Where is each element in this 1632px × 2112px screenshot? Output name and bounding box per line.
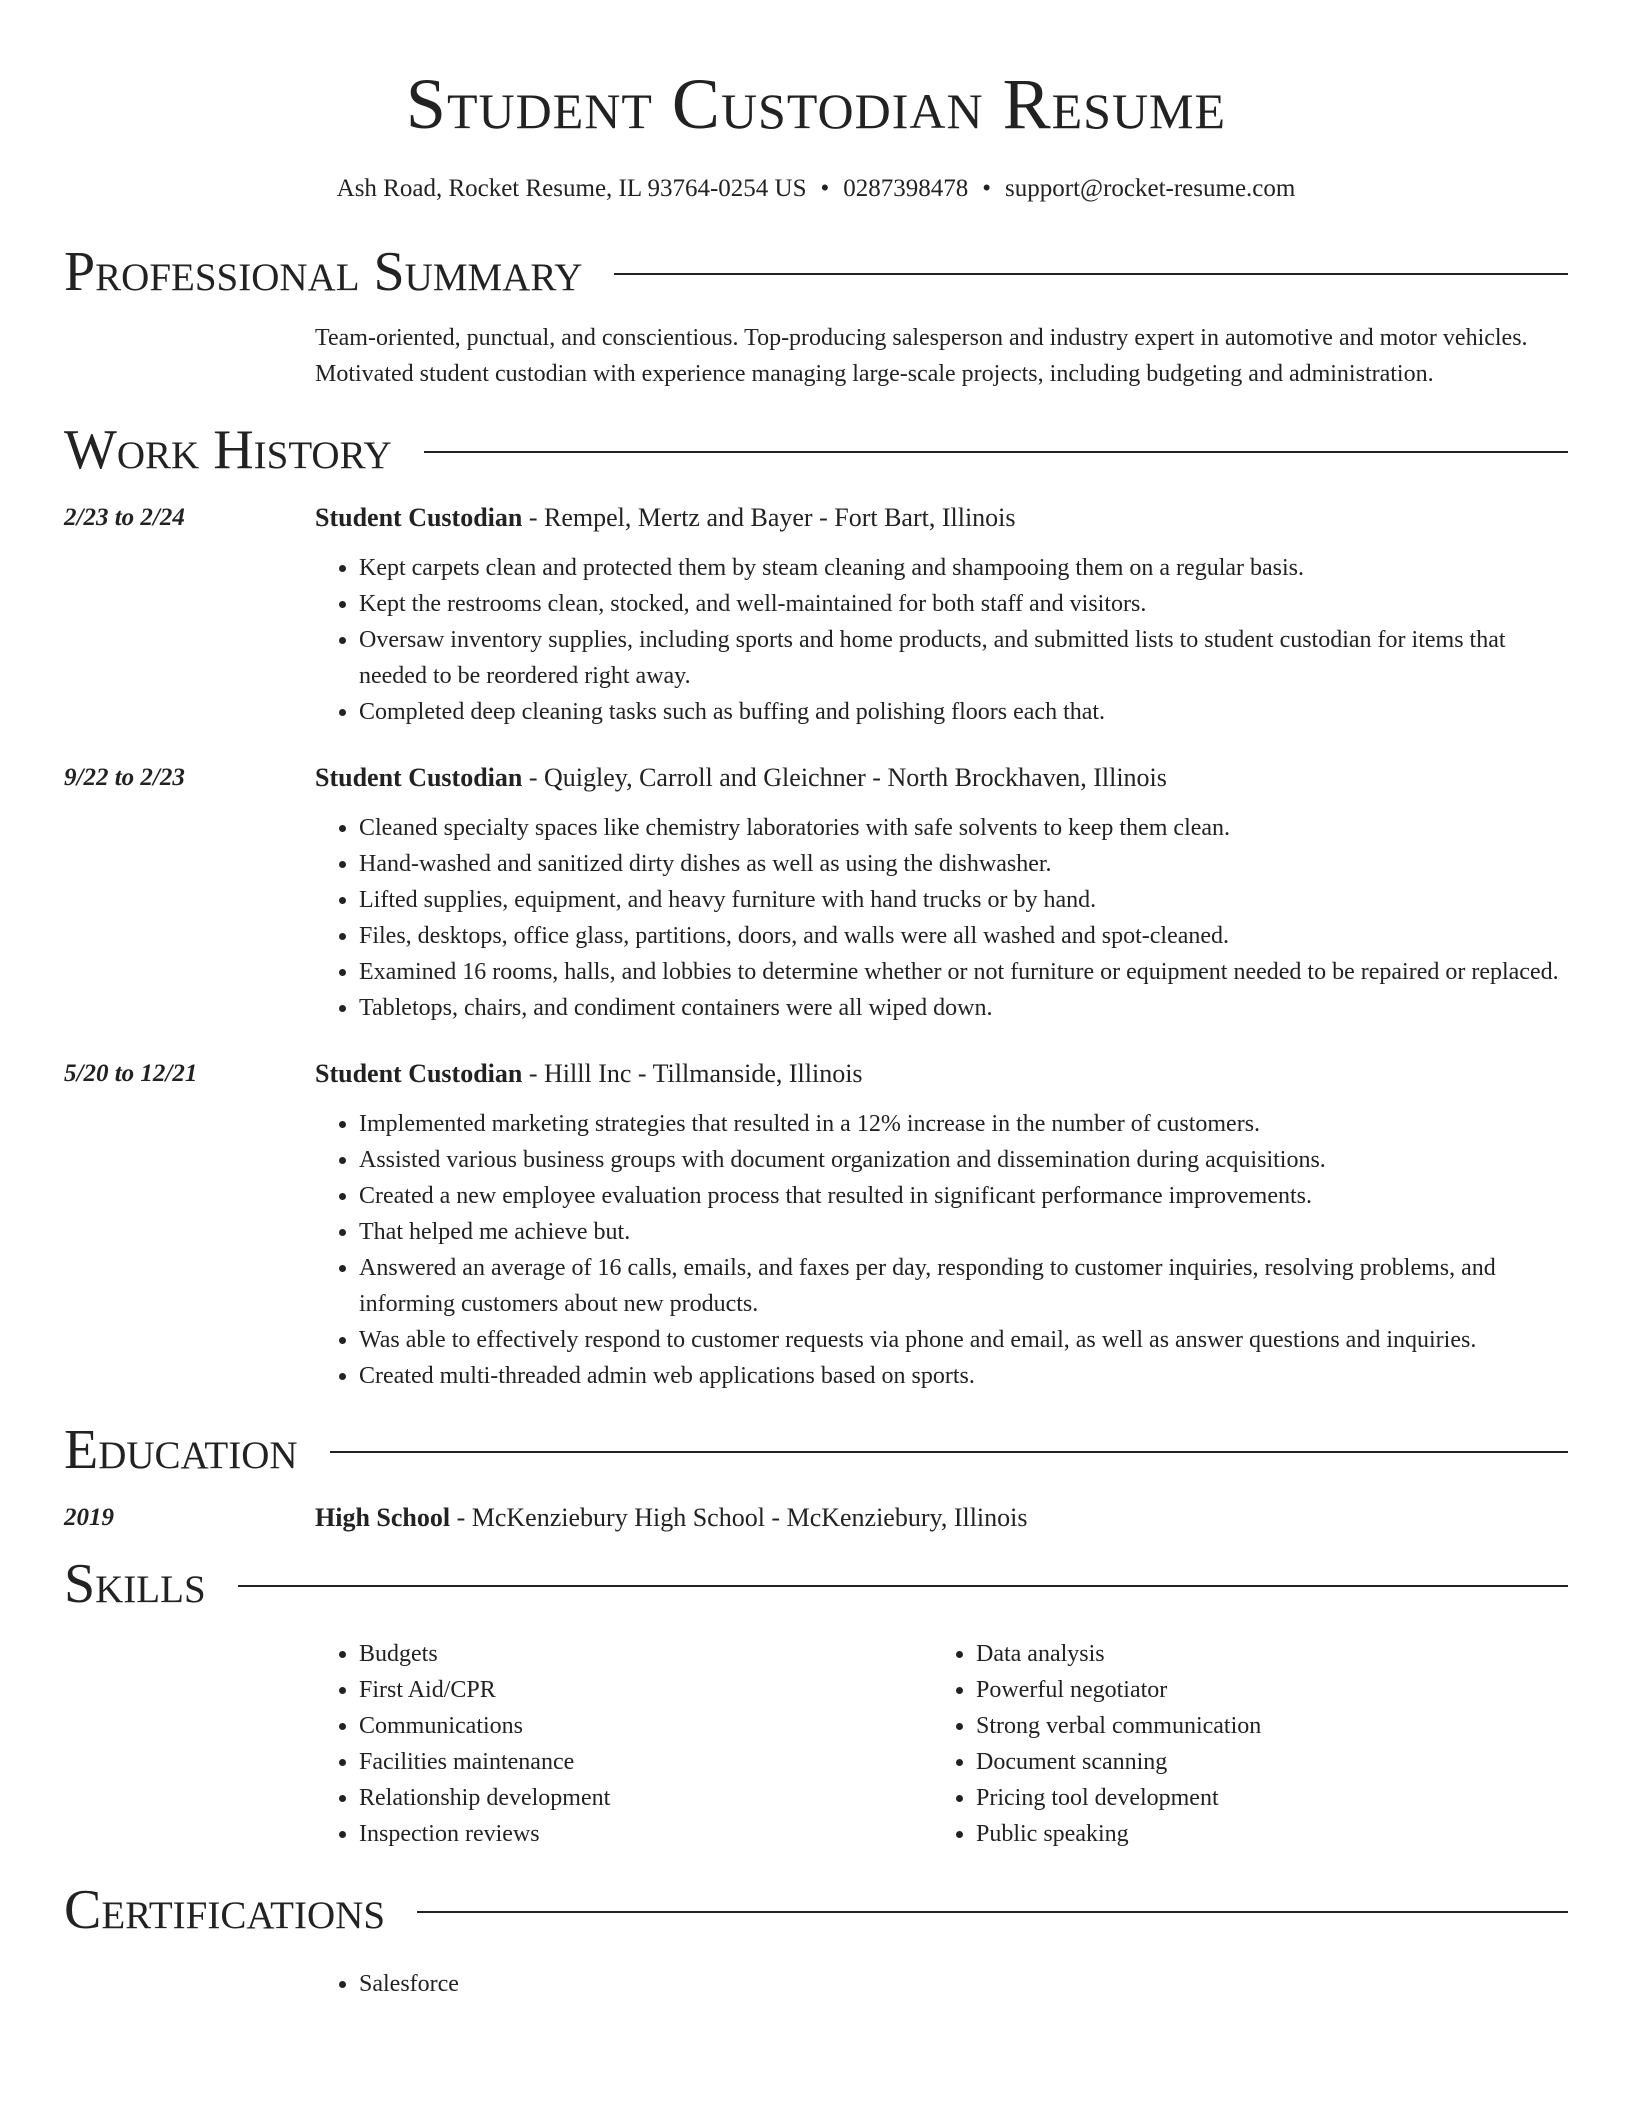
certifications-list [315,1966,1568,2002]
list-item: • Cleaned specialty spaces like chemistry laboratories with safe solvents to keep them clean. [359,810,1568,846]
address-text: Ash Road, Rocket Resume, IL 93764-0254 US [336,175,807,202]
job-entry [64,760,1568,1026]
job-details: - Quigley, Carroll and Gleichner - North Brockhaven, Illinois [522,763,1167,792]
contact-line [64,174,1568,204]
summary-text: Team-oriented, punctual, and conscientious. Top-producing salesperson and industry expert in automotive and motor vehicles. Motivated student custodian with experience managing large-scale projects, including budgeting and administration. [315,325,1528,387]
list-item: • Oversaw inventory supplies, including sports and home products, and submitted lists to student custodian for items that needed to be reordered right away. [359,622,1568,694]
job-body [315,1056,1568,1394]
list-item: • Was able to effectively respond to customer requests via phone and email, as well as answer questions and inquiries. [359,1322,1568,1358]
job-bullets [315,550,1568,730]
list-item: • Budgets [359,1636,932,1672]
list-item: • Hand-washed and sanitized dirty dishes as well as using the dishwasher. [359,846,1568,882]
job-title-line [315,500,1568,536]
skills-columns [315,1636,1568,1852]
education-title-line [315,1500,1568,1536]
job-bullets [315,1106,1568,1394]
list-item: • Completed deep cleaning tasks such as buffing and polishing floors each that. [359,694,1568,730]
list-item: • Lifted supplies, equipment, and heavy furniture with hand trucks or by hand. [359,882,1568,918]
list-item: • Kept carpets clean and protected them by steam cleaning and shampooing them on a regular basis. [359,550,1568,586]
list-item: • Examined 16 rooms, halls, and lobbies to determine whether or not furniture or equipment needed to be repaired or replaced. [359,954,1568,990]
education-section-header [64,1418,1568,1482]
job-details: - Hilll Inc - Tillmanside, Illinois [522,1059,863,1088]
section-divider [417,1911,1568,1913]
skills-section-title: Skills [64,1553,206,1615]
summary-section-title: Professional Summary [64,241,583,303]
resume-title: Student Custodian Resume [405,64,1227,144]
education-degree: High School [315,1503,451,1532]
job-entry [64,500,1568,730]
list-item: • Document scanning [976,1744,1549,1780]
job-body [315,760,1568,1026]
job-bullets [315,810,1568,1026]
separator-dot: • [820,175,830,202]
list-item: • Tabletops, chairs, and condiment containers were all wiped down. [359,990,1568,1026]
job-role: Student Custodian [315,503,523,532]
job-dates: 2/23 to 2/24 [64,504,185,531]
job-dates: 9/22 to 2/23 [64,764,185,791]
section-divider [424,451,1568,453]
skills-list-right [932,1636,1549,1852]
list-item: • Relationship development [359,1780,932,1816]
list-item: • Created multi-threaded admin web applications based on sports. [359,1358,1568,1394]
resume-page [64,0,1568,2002]
list-item: • Files, desktops, office glass, partitions, doors, and walls were all washed and spot-cleaned. [359,918,1568,954]
section-divider [330,1451,1568,1453]
job-details: - Rempel, Mertz and Bayer - Fort Bart, Illinois [522,503,1016,532]
summary-section-header [64,240,1568,304]
list-item: • That helped me achieve but. [359,1214,1568,1250]
job-role: Student Custodian [315,763,523,792]
job-body [315,500,1568,730]
email-link[interactable]: support@rocket-resume.com [1005,175,1296,202]
list-item: • Implemented marketing strategies that resulted in a 12% increase in the number of customers. [359,1106,1568,1142]
education-entry [64,1500,1568,1536]
list-item: • Powerful negotiator [976,1672,1549,1708]
job-role: Student Custodian [315,1059,523,1088]
job-title-line [315,760,1568,796]
skills-list-left [315,1636,932,1852]
certifications-section-title: Certifications [64,1879,386,1941]
work-section-header [64,418,1568,482]
separator-dot: • [982,175,992,202]
section-divider [614,273,1568,275]
list-item: • Public speaking [976,1816,1549,1852]
work-section-title: Work History [64,419,392,481]
section-divider [238,1585,1568,1587]
list-item: • Answered an average of 16 calls, emails, and faxes per day, responding to customer inquiries, resolving problems, and informing customers about new products. [359,1250,1568,1322]
skills-section-header [64,1552,1568,1616]
list-item: • Facilities maintenance [359,1744,932,1780]
job-dates: 5/20 to 12/21 [64,1060,198,1087]
certifications-section-header [64,1878,1568,1942]
list-item: • Inspection reviews [359,1816,932,1852]
list-item: • First Aid/CPR [359,1672,932,1708]
list-item: • Pricing tool development [976,1780,1549,1816]
job-entry [64,1056,1568,1394]
job-title-line [315,1056,1568,1092]
phone-text: 0287398478 [843,175,969,202]
certifications-items [315,1966,1568,2002]
education-body [315,1500,1568,1536]
education-year: 2019 [64,1504,114,1531]
list-item: • Created a new employee evaluation process that resulted in significant performance improvements. [359,1178,1568,1214]
education-section-title: Education [64,1419,298,1481]
list-item: • Kept the restrooms clean, stocked, and well-maintained for both staff and visitors. [359,586,1568,622]
list-item: • Strong verbal communication [976,1708,1549,1744]
education-details: - McKenziebury High School - McKenziebury, Illinois [450,1503,1028,1532]
list-item: • Salesforce [359,1966,1568,2002]
list-item: • Data analysis [976,1636,1549,1672]
list-item: • Communications [359,1708,932,1744]
list-item: • Assisted various business groups with document organization and dissemination during acquisitions. [359,1142,1568,1178]
